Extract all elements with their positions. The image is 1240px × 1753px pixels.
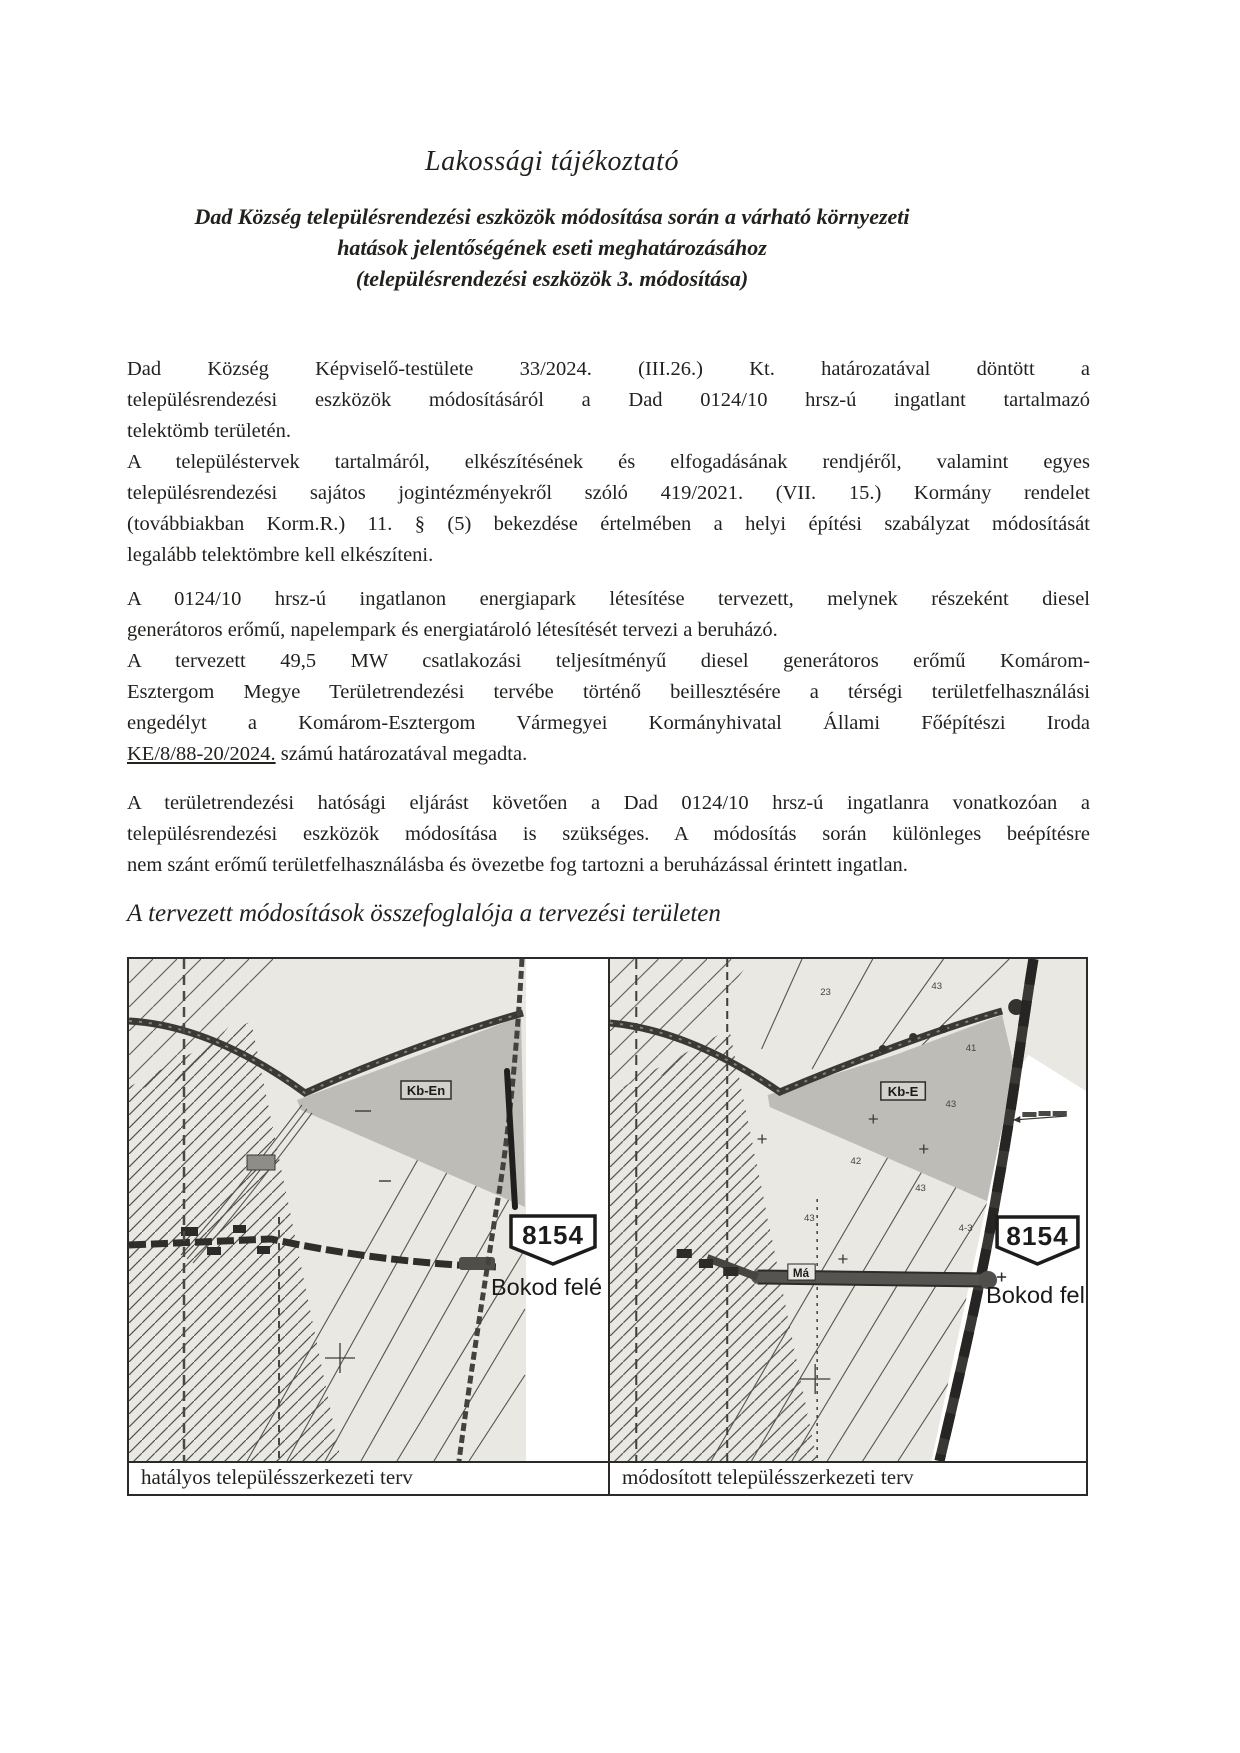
section-heading: A tervezett módosítások összefoglalója a tervezési területen [127,900,721,927]
svg-text:Má: Má [792,1268,810,1280]
svg-text:43: 43 [945,1099,957,1110]
svg-text:43: 43 [804,1213,815,1224]
subtitle-line: Dad Község településrendezési eszközök módosítása során a várható környezeti [194,204,910,229]
direction-label: Bokod fel [985,1283,1085,1309]
paragraph-energypark: A 0124/10 hrsz-ú ingatlanon energiapark létesítése tervezett, melynek részeként diesel generátoros erőmű, napelempark és energiatároló létesítését tervezi a beruházó. [127,588,1090,641]
svg-text:23: 23 [820,987,831,998]
svg-text:4-3: 4-3 [958,1223,973,1234]
paragraph-decision: Dad Község Képviselő-testülete 33/2024. (III.26.) Kt. határozatával döntött a településrendezési eszközök módosításáról a Dad 0124/10 hrsz-ú ingatlant tartalmazó telektömb területén. [127,358,1090,442]
map-current-plan [129,959,610,1461]
figure-table [127,957,1088,1496]
document-title: Lakossági tájékoztató [425,146,679,177]
svg-text:8154: 8154 [1006,1221,1069,1251]
svg-text:43: 43 [915,1183,926,1194]
direction-label: Bokod felé [491,1274,603,1300]
small-zone-box [247,1155,275,1170]
caption-modified-plan: módosított településszerkezeti terv [610,1461,1086,1494]
road-label-ma [788,1264,815,1280]
svg-text:Kb-En: Kb-En [406,1083,446,1098]
zone-label-kb-e [881,1082,925,1100]
paragraph-regulation: A településtervek tartalmáról, elkészítésének és elfogadásának rendjéről, valamint egyes településrendezési sajátos jogintézményekről szóló 419/2021. (VII. 15.) Kormány rendelet (továbbiakban Korm.R.) 11. § (5) bekezdése értelmében a helyi építési szabályzat módosítását legalább telektömbre kell elkészíteni. [127,451,1090,566]
zone-label-kb-en [401,1081,451,1099]
paragraph-modification: A területrendezési hatósági eljárást követően a Dad 0124/10 hrsz-ú ingatlanra vonatkozóan a településrendezési eszközök módosítása is szükséges. A módosítás során különleges beépítésre nem szánt erőmű területfelhasználásba és övezetbe fog tartozni a beruházással érintett ingatlan. [127,792,1090,876]
map-modified-plan-drawing [610,959,1086,1461]
subtitle-line: (településrendezési eszközök 3. módosítása) [355,266,749,291]
document-subtitle [124,201,980,294]
scan-white-margin [526,959,610,1461]
paragraph-permit: A tervezett 49,5 MW csatlakozási teljesítményű diesel generátoros erőmű Komárom- Esztergom Megye Területrendezési tervébe történő beillesztésére a térségi területfelhasználási engedélyt a Komárom-Esztergom Vármegyei Kormányhivatal Állami Főépítészi Iroda KE/8/88-20/2024. számú határozatával megadta. [127,650,1090,765]
case-number: KE/8/88-20/2024. [127,743,276,765]
svg-text:42: 42 [850,1156,862,1167]
map-current-plan-drawing [129,959,610,1461]
map-modified-plan [610,959,1086,1461]
caption-current-plan: hatályos településszerkezeti terv [129,1461,610,1494]
subtitle-line: hatások jelentőségének eseti meghatározásához [337,235,767,260]
svg-text:8154: 8154 [522,1220,584,1250]
svg-text:41: 41 [965,1043,977,1054]
svg-text:Kb-E: Kb-E [887,1084,919,1099]
svg-text:43: 43 [931,981,943,992]
